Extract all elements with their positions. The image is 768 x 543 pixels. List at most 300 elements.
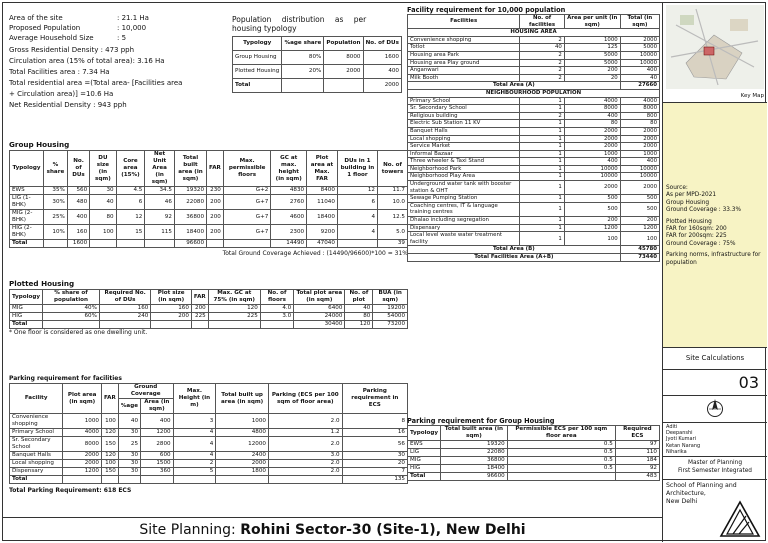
ph-header-cell: No. of plot [345, 290, 373, 305]
pf-cell: Primary School [10, 429, 63, 437]
pf-cell: 150 [102, 437, 119, 452]
fac-nbh-row [408, 232, 660, 246]
gh-cell: 36800 [174, 210, 206, 225]
school-line1: School of Planning and [666, 482, 737, 489]
pf-cell: 2000 [216, 460, 269, 468]
fac-nbh-cell: Banquet Halls [408, 127, 520, 135]
fac-nbh-row [408, 195, 660, 203]
pg-cell: LIG [408, 449, 441, 457]
pf-cell: 4 [173, 437, 216, 452]
pg-cell: 483 [615, 473, 659, 481]
pf-cell: 4000 [63, 429, 102, 437]
fac-nbh-row [408, 217, 660, 225]
team-member-name: Aditi [666, 424, 678, 430]
pg-cell: 110 [615, 449, 659, 457]
site-param-value: : 21.1 Ha [117, 14, 149, 22]
gh-cell: HIG (2-BHK) [10, 225, 44, 240]
pf-row [10, 437, 408, 452]
fac-nbh-cell: Primary School [408, 97, 520, 105]
ph-cell [260, 321, 293, 329]
fac-hsg-row [408, 59, 660, 67]
pop-cell [324, 79, 363, 93]
fac-hsg-cell: 400 [620, 67, 659, 75]
gh-cell: 9200 [307, 225, 338, 240]
pf-row [10, 468, 408, 476]
fac-nbh-cell: 1 [520, 97, 565, 105]
pf-cell: 1000 [216, 414, 269, 429]
north-arrow-icon [706, 398, 724, 418]
gh-cell: 22080 [174, 195, 206, 210]
gh-header-cell: Total built area (in sqm) [174, 151, 206, 187]
pop-header-row [233, 37, 402, 51]
fac-hsg-cell: 2 [520, 67, 565, 75]
group-housing-table [9, 150, 408, 248]
sheet-number: 03 [663, 370, 767, 396]
north-arrow [663, 396, 767, 423]
ph-cell: 240 [99, 313, 150, 321]
fac-hsg-row [408, 74, 660, 82]
pf-cell: 8 [342, 414, 407, 429]
gh-cell: 115 [145, 225, 175, 240]
housing-area-band [408, 29, 660, 37]
pg-cell: EWS [408, 441, 441, 449]
gh-cell: 96600 [174, 240, 206, 248]
pf-cell [63, 476, 102, 484]
pf-cell [141, 476, 174, 484]
ph-row [10, 313, 408, 321]
fac-nbh-cell: 400 [620, 158, 659, 166]
gh-cell: G+7 [223, 225, 271, 240]
pf-cell: 3 [173, 414, 216, 429]
pg-cell: 0.5 [507, 465, 615, 473]
site-param-row [9, 23, 234, 33]
fac-nbh-cell: Neighborhood Play Area [408, 173, 520, 181]
pf-header-cell: Total built up area (in sqm) [216, 384, 269, 414]
pf-header-cell: FAR [102, 384, 119, 414]
plotted-housing-title: Plotted Housing [9, 279, 75, 288]
fac-nbh-cell: 2000 [564, 135, 620, 143]
pf-cell [268, 476, 342, 484]
gh-cell: 35% [44, 187, 68, 195]
ph-cell: 160 [99, 305, 150, 313]
fac-header-row [408, 15, 660, 29]
fac-nbh-cell: 1 [520, 127, 565, 135]
ph-header-cell: No. of floors [260, 290, 293, 305]
ph-cell [151, 321, 192, 329]
pg-cell: 18400 [441, 465, 508, 473]
pg-cell: MIG [408, 457, 441, 465]
pf-cell: 5 [173, 468, 216, 476]
drawing-sheet [2, 2, 766, 541]
ph-cell: 80 [345, 313, 373, 321]
fac-nbh-cell: 100 [564, 232, 620, 246]
pop-cell: 8000 [324, 51, 363, 65]
pf-cell: 4 [173, 429, 216, 437]
gh-cell: 160 [67, 225, 89, 240]
pf-cell: 150 [102, 468, 119, 476]
gh-cell: 11.7 [378, 187, 408, 195]
gh-header-cell: No. of DUs [67, 151, 89, 187]
facility-title: Facility requirement for 10,000 population [407, 6, 566, 14]
gh-cell: 4.5 [116, 187, 145, 195]
gh-cell: 5.0 [378, 225, 408, 240]
gh-cell: 230 [207, 187, 224, 195]
ph-header-cell: % share of population [43, 290, 100, 305]
pop-title-line2: housing typology [232, 24, 297, 33]
gh-cell: 560 [67, 187, 89, 195]
pg-cell: 96600 [441, 473, 508, 481]
key-map-image [666, 5, 764, 89]
gh-row [10, 195, 408, 210]
fac-hsg-row [408, 51, 660, 59]
fac-nbh-cell: 1 [520, 181, 565, 195]
fac-hsg-cell: Milk Booth [408, 74, 520, 82]
total-area-b-label: Total Area (B) [408, 246, 621, 254]
fac-header-cell: Total (in sqm) [620, 15, 659, 29]
fac-nbh-row [408, 97, 660, 105]
fac-nbh-cell: 500 [564, 195, 620, 203]
gh-cell: 39 [378, 240, 408, 248]
source-line: Group Housing [666, 199, 710, 206]
gh-cell [337, 240, 377, 248]
course-info [663, 457, 767, 480]
fac-nbh-cell: 2000 [564, 181, 620, 195]
pf-cell: 8000 [63, 437, 102, 452]
source-line: population [666, 259, 697, 266]
pf-cell: 30 [118, 429, 140, 437]
fac-nbh-cell: Religious building [408, 112, 520, 120]
pf-row [10, 414, 408, 429]
source-line: Source: [666, 185, 688, 191]
plotted-note: * One floor is considered as one dwelling unit. [9, 329, 148, 336]
ph-cell: 24000 [294, 313, 345, 321]
fac-nbh-cell: 1 [520, 232, 565, 246]
gh-cell [207, 240, 224, 248]
pg-row [408, 457, 660, 465]
gh-row [10, 187, 408, 195]
pop-header-cell: No. of DUs [363, 37, 402, 51]
pf-cell [173, 476, 216, 484]
pg-cell: 97 [615, 441, 659, 449]
pf-header-cell: Plot area (in sqm) [63, 384, 102, 414]
ph-cell: 54000 [373, 313, 408, 321]
ph-row [10, 305, 408, 313]
fac-hsg-cell: 2 [520, 51, 565, 59]
pop-header-cell: Population [324, 37, 363, 51]
plotted-housing [9, 279, 408, 337]
pg-cell: 0.5 [507, 449, 615, 457]
fac-nbh-cell: Local level waste water treatment facility [408, 232, 520, 246]
gh-cell: 200 [207, 195, 224, 210]
fac-nbh-cell: 1 [520, 143, 565, 151]
source-line: FAR for 160sqm: 200 [666, 226, 727, 233]
pf-cell: 40 [118, 414, 140, 429]
fac-hsg-cell: 2 [520, 59, 565, 67]
pf-cell: Sr. Secondary School [10, 437, 63, 452]
ph-cell: 6400 [294, 305, 345, 313]
source-line: As per MPD-2021 [666, 192, 717, 199]
gh-cell: 200 [207, 210, 224, 225]
fac-nbh-row [408, 143, 660, 151]
pop-cell: 20% [282, 65, 324, 79]
fac-nbh-cell: 8000 [620, 105, 659, 113]
source-line: FAR for 200sqm: 225 [666, 233, 727, 240]
fac-nbh-cell: 500 [620, 195, 659, 203]
ph-cell: HIG [10, 313, 43, 321]
fac-nbh-cell: 1 [520, 173, 565, 181]
neighbourhood-band [408, 89, 660, 97]
pg-header-cell: Permissible ECS per 100 sqm floor area [507, 426, 615, 441]
ph-cell: 200 [151, 313, 192, 321]
team-member-name: Niharika [666, 448, 687, 455]
fac-nbh-cell: Local shopping [408, 135, 520, 143]
circulation-area: Circulation area (15% of total area): 3.16 Ha [9, 57, 165, 65]
gh-header-cell: No. of towers [378, 151, 408, 187]
gh-cell: 1600 [67, 240, 89, 248]
gh-header-cell: % share [44, 151, 68, 187]
parking-gh-table [407, 425, 660, 481]
gh-header-cell: Net Unit Area (in sqm) [145, 151, 175, 187]
fac-nbh-row [408, 105, 660, 113]
pf-row [10, 460, 408, 468]
pf-cell: 100 [102, 414, 119, 429]
fac-nbh-cell: 80 [564, 120, 620, 128]
gh-header-cell: Plot area at Max. FAR [307, 151, 338, 187]
pg-cell: HIG [408, 465, 441, 473]
gh-row [10, 225, 408, 240]
population-typology [232, 15, 402, 93]
fac-nbh-cell: 2000 [620, 135, 659, 143]
pg-cell: 0.5 [507, 441, 615, 449]
fac-hsg-row [408, 67, 660, 75]
gh-header-cell: DU size (in sqm) [90, 151, 116, 187]
pf-cell: 1.2 [268, 429, 342, 437]
fac-nbh-cell: 1 [520, 135, 565, 143]
pop-cell: 2000 [324, 65, 363, 79]
pop-cell: Group Housing [233, 51, 282, 65]
gh-cell: 30% [44, 195, 68, 210]
ph-cell: Total [10, 321, 43, 329]
fac-nbh-cell: Sr. Secondary School [408, 105, 520, 113]
gh-cell: 480 [67, 195, 89, 210]
pg-header-cell: Required ECS [615, 426, 659, 441]
school-line3: New Delhi [666, 498, 698, 505]
site-param-value: : 10,000 [117, 24, 147, 32]
pg-cell: Total [408, 473, 441, 481]
ph-cell: 40% [43, 305, 100, 313]
gh-cell: G+2 [223, 187, 271, 195]
gh-cell: 4600 [271, 210, 307, 225]
gh-header-cell: DUs in 1 building in 1 floor [337, 151, 377, 187]
source-line: Parking norms, infrastructure for [666, 252, 761, 259]
fac-nbh-cell: Underground water tank with booster station & OHT [408, 181, 520, 195]
pf-cell: Total [10, 476, 63, 484]
spa-logo-icon [719, 500, 761, 538]
pf-header-cell: Parking (ECS per 100 sqm of floor area) [268, 384, 342, 414]
pf-subheader-cell: Area (in sqm) [141, 399, 174, 414]
fac-hsg-cell: 10000 [620, 59, 659, 67]
gh-cell: 80 [90, 210, 116, 225]
footer-prefix: Site Planning: [139, 522, 241, 538]
ph-header-cell: Plot size (in sqm) [151, 290, 192, 305]
fac-nbh-cell: 2000 [620, 143, 659, 151]
gh-header-row [10, 151, 408, 187]
pf-cell: 7 [342, 468, 407, 476]
pf-cell: 2 [173, 460, 216, 468]
total-area-a [408, 82, 660, 90]
fac-nbh-row [408, 173, 660, 181]
fac-nbh-cell: 1 [520, 120, 565, 128]
fac-nbh-row [408, 224, 660, 232]
pf-cell: 30 [118, 468, 140, 476]
gh-cell: G+7 [223, 195, 271, 210]
fac-nbh-cell: 200 [620, 217, 659, 225]
ph-header-row [10, 290, 408, 305]
gh-cell: 4830 [271, 187, 307, 195]
pf-header-cell: Max. Height (in m) [173, 384, 216, 414]
fac-nbh-row [408, 181, 660, 195]
pop-cell [282, 79, 324, 93]
team-member-name: Ketan Narang [666, 442, 701, 449]
total-area-a-value: 27660 [620, 82, 659, 90]
pop-header-cell: Typology [233, 37, 282, 51]
fac-hsg-cell: 2000 [620, 36, 659, 44]
gh-cell: 19320 [174, 187, 206, 195]
pf-cell: 400 [141, 414, 174, 429]
title-block [662, 3, 767, 542]
gh-cell: 14490 [271, 240, 307, 248]
residential-area-line1: Total residential area =(Total area- [Facilities area [9, 79, 183, 87]
source-notes [663, 103, 767, 348]
parking-group-housing [407, 417, 660, 481]
fac-nbh-cell: 1000 [564, 150, 620, 158]
fac-nbh-cell: 800 [620, 112, 659, 120]
gh-cell [116, 240, 145, 248]
pf-row [10, 429, 408, 437]
fac-header-cell: Facilities [408, 15, 520, 29]
fac-nbh-row [408, 120, 660, 128]
residential-area-line2: + Circulation area)] =10.6 Ha [9, 90, 114, 98]
pf-cell [118, 476, 140, 484]
gh-cell: EWS [10, 187, 44, 195]
parking-fac-table [9, 383, 408, 484]
fac-nbh-cell: 1200 [620, 224, 659, 232]
pop-cell: 1600 [363, 51, 402, 65]
gh-cell: 92 [145, 210, 175, 225]
pg-cell: 92 [615, 465, 659, 473]
pg-cell: 36800 [441, 457, 508, 465]
pg-header-cell: Total built area (in sqm) [441, 426, 508, 441]
gh-cell: 47040 [307, 240, 338, 248]
pf-cell: 2.0 [268, 468, 342, 476]
fac-hsg-cell: 40 [520, 44, 565, 52]
ph-cell: 4.0 [260, 305, 293, 313]
gh-cell: 12 [116, 210, 145, 225]
team-member-name: Jyoti Kumari [666, 436, 697, 443]
total-area-ab-label: Total Facilities Area (A+B) [408, 254, 621, 262]
fac-nbh-row [408, 150, 660, 158]
pf-cell: 2.0 [268, 460, 342, 468]
ground-coverage-note: Total Ground Coverage Achieved : (14490/96600)*100 = 31% [222, 250, 408, 257]
fac-nbh-cell: Informal Bazaar [408, 150, 520, 158]
ph-cell: 225 [191, 313, 208, 321]
gh-cell [90, 240, 116, 248]
gh-cell: LIG (1-BHK) [10, 195, 44, 210]
total-area-b-value: 45780 [620, 246, 659, 254]
fac-nbh-cell: 4000 [564, 97, 620, 105]
pop-cell: 80% [282, 51, 324, 65]
gh-cell: 30 [90, 187, 116, 195]
pf-cell: 1000 [63, 414, 102, 429]
pf-cell: Banquet Halls [10, 452, 63, 460]
ph-cell: 3.0 [260, 313, 293, 321]
fac-nbh-cell: Service Market [408, 143, 520, 151]
fac-nbh-cell: 10000 [620, 165, 659, 173]
pf-cell: 120 [102, 429, 119, 437]
total-area-b [408, 246, 660, 254]
pf-cell: 56 [342, 437, 407, 452]
pop-title-line1: Population distribution as per [232, 15, 367, 24]
fac-nbh-cell: 8000 [564, 105, 620, 113]
facility-table [407, 14, 660, 262]
gh-cell: 18400 [307, 210, 338, 225]
gh-cell: 10.0 [378, 195, 408, 210]
total-area-a-label: Total Area (A) [408, 82, 621, 90]
neighbourhood-band-label: NEIGHBOURHOOD POPULATION [408, 89, 660, 97]
site-param-row [9, 33, 234, 43]
gh-row [10, 210, 408, 225]
course-line1: Master of Planning [687, 460, 743, 466]
ph-cell: 30400 [294, 321, 345, 329]
pf-row [10, 476, 408, 484]
pg-row [408, 465, 660, 473]
ph-cell: 120 [345, 321, 373, 329]
ph-header-cell: Max. GC at 75% (in sqm) [208, 290, 260, 305]
ph-header-cell: Total plot area (in sqm) [294, 290, 345, 305]
fac-nbh-cell: 100 [620, 232, 659, 246]
gh-header-cell: FAR [207, 151, 224, 187]
gh-cell: Total [10, 240, 44, 248]
pf-cell: 1200 [141, 429, 174, 437]
fac-nbh-cell: 400 [564, 158, 620, 166]
fac-nbh-cell: 2000 [620, 181, 659, 195]
pf-cell: 100 [102, 460, 119, 468]
fac-hsg-cell: Convenience shopping [408, 36, 520, 44]
total-area-ab [408, 254, 660, 262]
ph-cell [43, 321, 100, 329]
site-summary [9, 13, 234, 111]
gh-cell: 4 [337, 210, 377, 225]
gh-cell: MIG (2-BHK) [10, 210, 44, 225]
pg-cell [507, 473, 615, 481]
site-param-key: Proposed Population [9, 24, 81, 32]
pf-cell: Convenience shopping [10, 414, 63, 429]
team-member-name: Deepanshi [666, 430, 693, 437]
pop-row [233, 51, 402, 65]
pg-row [408, 449, 660, 457]
pf-cell: 600 [141, 452, 174, 460]
fac-nbh-cell: 1 [520, 195, 565, 203]
fac-header-cell: Area per unit (in sqm) [564, 15, 620, 29]
pf-cell: 4 [173, 452, 216, 460]
pf-cell: Dispensary [10, 468, 63, 476]
ph-cell: 225 [208, 313, 260, 321]
fac-hsg-cell: 40 [620, 74, 659, 82]
site-param-value: : 5 [117, 34, 127, 42]
fac-nbh-cell: Neighborhood Park [408, 165, 520, 173]
ph-row [10, 321, 408, 329]
fac-hsg-cell: 5000 [564, 59, 620, 67]
